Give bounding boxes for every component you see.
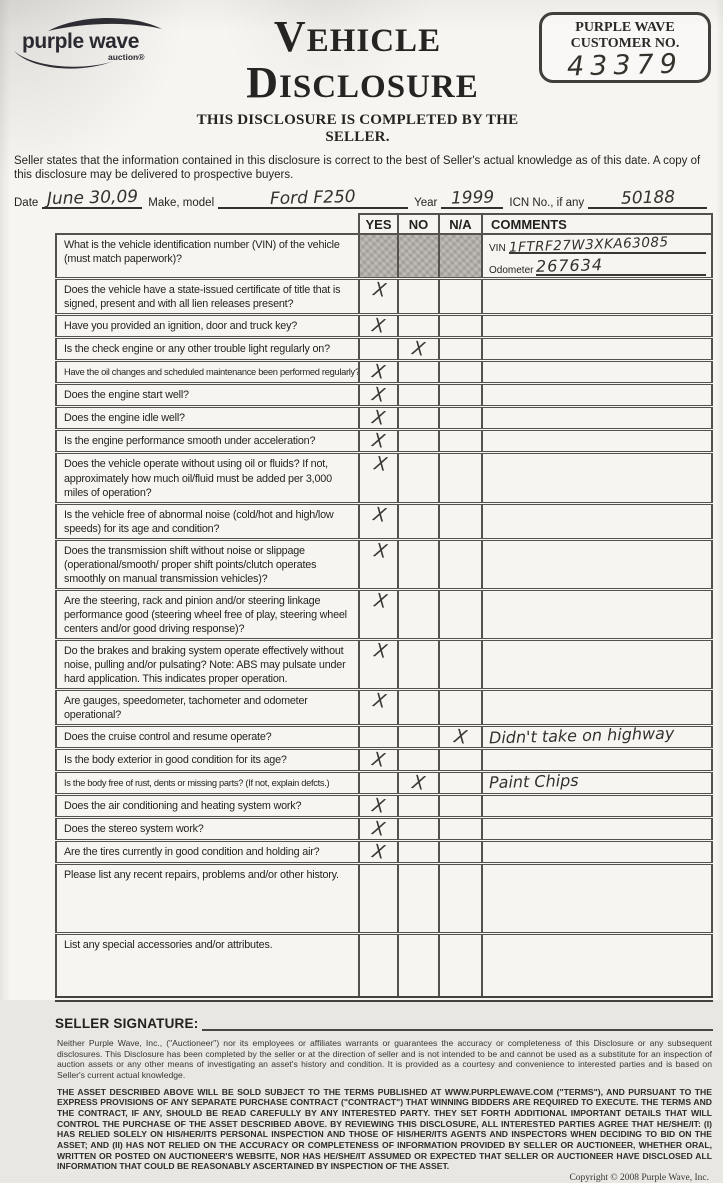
- year-field: [441, 189, 503, 209]
- no-cell: [397, 773, 438, 793]
- handwritten-x-mark: X: [370, 360, 387, 385]
- question-text: Does the stereo system work?: [55, 819, 358, 839]
- na-cell: [438, 750, 481, 770]
- table-row: [55, 770, 713, 793]
- handwritten-x-mark: X: [370, 314, 387, 339]
- na-cell: [438, 691, 481, 724]
- comments-column-header: COMMENTS: [481, 213, 713, 233]
- icn-handwritten: 50188: [620, 187, 675, 210]
- vin-comment-cell: [481, 235, 713, 277]
- na-cell: [438, 773, 481, 793]
- na-cell: [438, 541, 481, 588]
- vin-na-cell-shaded: [438, 235, 481, 277]
- table-row: [55, 862, 713, 932]
- no-cell: [397, 819, 438, 839]
- icn-label: ICN No., if any: [509, 197, 585, 210]
- customer-number-box: [539, 12, 711, 83]
- comment-cell: [481, 505, 713, 538]
- yes-column-header: YES: [358, 213, 397, 233]
- no-cell: [397, 750, 438, 770]
- logo-auction-text: auction®: [108, 52, 145, 62]
- question-text: Is the vehicle free of abnormal noise (cold/hot and high/low speeds) for its age and condition?: [55, 505, 358, 538]
- yes-cell: [358, 314, 397, 339]
- signature-blank-line: [202, 1029, 713, 1031]
- comment-cell: [481, 723, 713, 748]
- table-row: [55, 405, 713, 431]
- question-text: Do the brakes and braking system operate effectively without noise, pulling and/or pulsating? Note: ABS may pulsate under hard application. This indicates proper operation.: [55, 641, 358, 688]
- table-row: [55, 747, 713, 770]
- yes-cell: [358, 641, 397, 688]
- na-cell: [438, 727, 481, 747]
- handwritten-x-mark: X: [410, 337, 427, 362]
- table-row: [55, 538, 713, 588]
- comment-cell: [481, 454, 713, 501]
- yes-cell: [358, 429, 397, 454]
- no-cell: [397, 362, 438, 382]
- odometer-handwritten: 267634: [536, 255, 604, 277]
- make-model-field: [218, 189, 408, 209]
- question-text: Is the body free of rust, dents or missing parts? (If not, explain defcts.): [55, 773, 358, 793]
- table-row: [55, 336, 713, 362]
- handwritten-x-mark: X: [370, 748, 387, 772]
- handwritten-x-mark: X: [452, 725, 469, 749]
- odometer-underline: [536, 255, 706, 277]
- table-row: [55, 688, 713, 724]
- vin-yes-cell-shaded: [358, 235, 397, 277]
- customer-number-handwritten: 43379: [566, 48, 684, 83]
- table-row: [55, 724, 713, 747]
- table-row: [55, 932, 713, 1002]
- form-subtitle: THIS DISCLOSURE IS COMPLETED BY THE SELLER.: [196, 112, 519, 146]
- disclaimer-paragraph: Neither Purple Wave, Inc., ("Auctioneer") nor its employees or affiliates warrants or guarantees the accuracy or completeness of this Disclosure or any subsequent disclosures. This Disclosure has been completed by the seller or at the direction of seller and is not intended to be and cannot be used as a substitute for an inspection of auction assets or any other means of investigating an asset's history and condition. It is provided as a courtesy and convenience to interested parties and is based on Seller's current actual knowledge.: [57, 1037, 712, 1080]
- odometer-line: [489, 255, 706, 277]
- table-row: [55, 451, 713, 501]
- no-cell: [397, 691, 438, 724]
- yes-cell: [358, 383, 397, 408]
- question-text: Does the vehicle have a state-issued certificate of title that is signed, present and with all lien releases present?: [55, 280, 358, 313]
- yes-cell: [358, 339, 397, 359]
- comment-cell: [481, 316, 713, 336]
- yes-cell: [358, 591, 397, 638]
- vin-underline: [508, 234, 706, 256]
- header-spacer: [55, 213, 358, 233]
- comment-cell: [481, 819, 713, 839]
- customer-box-label-line2: CUSTOMER NO.: [570, 35, 680, 51]
- question-text: Does the transmission shift without noise or slippage (operational/smooth/ proper shift points/clutch operates smoothly on manual transmission vehicles)?: [55, 541, 358, 588]
- table-row: [55, 638, 713, 688]
- make-model-handwritten: Ford F250: [270, 187, 357, 210]
- handwritten-x-mark: X: [370, 817, 387, 841]
- no-cell: [397, 865, 438, 932]
- handwritten-comment: Didn't take on highway: [488, 723, 675, 748]
- no-cell: [397, 431, 438, 451]
- question-text: List any special accessories and/or attributes.: [55, 935, 358, 996]
- question-rows: [55, 277, 713, 1002]
- comment-cell: [481, 641, 713, 688]
- na-column-header: N/A: [438, 213, 481, 233]
- form-header: [0, 0, 723, 146]
- na-cell: [438, 454, 481, 501]
- table-row: [55, 816, 713, 839]
- yes-cell: [358, 773, 397, 793]
- vehicle-info-line: [14, 189, 713, 209]
- handwritten-x-mark: X: [371, 689, 388, 713]
- na-cell: [438, 591, 481, 638]
- no-cell: [397, 641, 438, 688]
- table-header-row: [55, 213, 713, 233]
- no-cell: [397, 385, 438, 405]
- no-column-header: NO: [397, 213, 438, 233]
- na-cell: [438, 641, 481, 688]
- year-label: Year: [414, 197, 438, 210]
- odometer-label: Odometer: [489, 265, 534, 277]
- title-block: [176, 12, 539, 146]
- yes-cell: [358, 280, 397, 313]
- yes-cell: [358, 819, 397, 839]
- terms-paragraph: THE ASSET DESCRIBED ABOVE WILL BE SOLD SUBJECT TO THE TERMS PUBLISHED AT WWW.PURPLEWAVE.COM ("TERMS"), AND PURSUANT TO THE EXPRESS PROVISIONS OF ANY SEPARATE PURCHASE CONTRACT ("CONTRACT") THAT WINNING BIDDERS ARE REQUIRED TO EXECUTE. THE TERMS AND THE CONTRACT, IF ANY, SHOULD BE READ CAREFULLY BY ANY INTERESTED PARTY. THEY SET FORTH ADDITIONAL IMPORTANT DETAILS THAT WILL CONTROL THE PURCHASE OF THE ASSET DESCRIBED ABOVE. BY REVIEWING THIS DISCLOSURE, ALL INTERESTED PARTIES AGREE THAT HE/SHE/IT: (I) HAS RELIED SOLELY ON HIS/HER/ITS PERSONAL INSPECTION AND THOSE OF HIS/HER/ITS AGENTS AND INSPECTORS WHEN DECIDING TO BID ON THE ASSET; AND (II) HAS NOT RELIED ON THE ACCURACY OR COMPLETENESS OF INFORMATION PROVIDED BY SELLER OR AUCTIONEER, WHETHER ORAL, WRITTEN OR POSTED ON AUCTIONEER'S WEBSITE, NOR HAS HE/SHE/IT ASSUMED OR EXPECTED THAT SELLER OR AUCTIONEER HAVE DISCLOSED ALL INFORMATION THAT COULD BE REASONABLY ASCERTAINED BY INSPECTION OF THE ASSET.: [57, 1086, 712, 1172]
- comment-cell: [481, 339, 713, 359]
- handwritten-x-mark: X: [372, 589, 389, 613]
- icn-field: [588, 189, 707, 209]
- no-cell: [397, 541, 438, 588]
- disclosure-table: [55, 213, 713, 1002]
- table-row: [55, 382, 713, 408]
- question-text: Does the air conditioning and heating system work?: [55, 796, 358, 816]
- na-cell: [438, 316, 481, 336]
- comment-cell: [481, 280, 713, 313]
- no-cell: [397, 454, 438, 501]
- yes-cell: [358, 406, 397, 431]
- na-cell: [438, 385, 481, 405]
- vin-handwritten: 1FTRF27W3XKA63085: [508, 234, 669, 256]
- handwritten-x-mark: X: [372, 639, 389, 663]
- handwritten-x-mark: X: [372, 538, 389, 563]
- question-text: Does the engine idle well?: [55, 408, 358, 428]
- no-cell: [397, 591, 438, 638]
- vin-row: [55, 233, 713, 277]
- na-cell: [438, 935, 481, 996]
- handwritten-x-mark: X: [370, 794, 387, 818]
- no-cell: [397, 316, 438, 336]
- seller-signature-row: [55, 1016, 713, 1031]
- yes-cell: [358, 538, 397, 588]
- handwritten-comment: Paint Chips: [488, 770, 579, 793]
- na-cell: [438, 408, 481, 428]
- customer-box-label-line1: PURPLE WAVE: [575, 20, 675, 35]
- table-row: [55, 839, 713, 862]
- handwritten-x-mark: X: [370, 406, 387, 431]
- yes-cell: [358, 502, 397, 538]
- copyright-notice: Copyright © 2008 Purple Wave, Inc.: [569, 1172, 709, 1183]
- handwritten-x-mark: X: [371, 278, 388, 303]
- yes-cell: [358, 935, 397, 996]
- comment-cell: [481, 385, 713, 405]
- na-cell: [438, 819, 481, 839]
- vin-no-cell-shaded: [397, 235, 438, 277]
- yes-cell: [358, 454, 397, 501]
- comment-cell: [481, 750, 713, 770]
- yes-cell: [358, 360, 397, 385]
- na-cell: [438, 339, 481, 359]
- no-cell: [397, 280, 438, 313]
- no-cell: [397, 842, 438, 862]
- intro-statement: Seller states that the information contained in this disclosure is correct to the best of Seller's actual knowledge as of this date. A copy of this disclosure may be delivered to prospective buyers.: [14, 155, 701, 182]
- handwritten-x-mark: X: [410, 771, 427, 795]
- comment-cell: [481, 591, 713, 638]
- logo-wordmark: purple wave: [22, 30, 139, 53]
- na-cell: [438, 362, 481, 382]
- table-row: [55, 277, 713, 313]
- date-field: [42, 189, 142, 209]
- no-cell: [397, 505, 438, 538]
- question-text: Does the vehicle operate without using oil or fluids? If not, approximately how much oil/fluid must be added per 3,000 miles of operation?: [55, 454, 358, 501]
- no-cell: [397, 935, 438, 996]
- table-row: [55, 359, 713, 385]
- handwritten-x-mark: X: [371, 502, 388, 527]
- seller-signature-label: SELLER SIGNATURE:: [55, 1015, 199, 1031]
- comment-cell: [481, 865, 713, 932]
- table-row: [55, 502, 713, 538]
- comment-cell: [481, 541, 713, 588]
- question-text: Is the body exterior in good condition for its age?: [55, 750, 358, 770]
- comment-cell: [481, 770, 713, 793]
- question-text: Does the cruise control and resume operate?: [55, 727, 358, 747]
- handwritten-x-mark: X: [370, 383, 387, 408]
- yes-cell: [358, 842, 397, 862]
- comment-cell: [481, 362, 713, 382]
- comment-cell: [481, 842, 713, 862]
- year-handwritten: 1999: [450, 187, 495, 209]
- comment-cell: [481, 796, 713, 816]
- yes-cell: [358, 727, 397, 747]
- na-cell: [438, 431, 481, 451]
- vin-line: [489, 234, 706, 256]
- page-title: VEHICLE DISCLOSURE: [246, 12, 479, 108]
- date-handwritten: June 30,09: [46, 187, 139, 210]
- comment-cell: [481, 691, 713, 724]
- vin-question-text: What is the vehicle identification number (VIN) of the vehicle (must match paperwork)?: [55, 235, 358, 277]
- question-text: Are the steering, rack and pinion and/or steering linkage performance good (steering wheel free of play, steering wheel centers and/or good driving response)?: [55, 591, 358, 638]
- yes-cell: [358, 750, 397, 770]
- na-cell: [438, 796, 481, 816]
- no-cell: [397, 337, 438, 362]
- handwritten-x-mark: X: [372, 452, 389, 477]
- no-cell: [397, 727, 438, 747]
- comment-cell: [481, 408, 713, 428]
- yes-cell: [358, 691, 397, 724]
- yes-cell: [358, 796, 397, 816]
- make-model-label: Make, model: [148, 197, 215, 210]
- question-text: Is the engine performance smooth under acceleration?: [55, 431, 358, 451]
- yes-cell: [358, 865, 397, 932]
- na-cell: [438, 505, 481, 538]
- table-row: [55, 428, 713, 454]
- vin-label: VIN: [489, 243, 506, 255]
- question-text: Please list any recent repairs, problems and/or other history.: [55, 865, 358, 932]
- na-cell: [438, 280, 481, 313]
- na-cell: [438, 865, 481, 932]
- table-row: [55, 313, 713, 339]
- date-label: Date: [14, 197, 39, 210]
- comment-cell: [481, 935, 713, 996]
- question-text: Have the oil changes and scheduled maintenance been performed regularly?: [55, 362, 358, 382]
- question-text: Is the check engine or any other trouble light regularly on?: [55, 339, 358, 359]
- no-cell: [397, 408, 438, 428]
- handwritten-x-mark: X: [370, 429, 387, 454]
- comment-cell: [481, 431, 713, 451]
- question-text: Have you provided an ignition, door and truck key?: [55, 316, 358, 336]
- table-row: [55, 588, 713, 638]
- handwritten-x-mark: X: [370, 840, 387, 864]
- na-cell: [438, 842, 481, 862]
- question-text: Does the engine start well?: [55, 385, 358, 405]
- question-text: Are gauges, speedometer, tachometer and odometer operational?: [55, 691, 358, 724]
- table-row: [55, 793, 713, 816]
- purple-wave-logo: [8, 12, 176, 74]
- no-cell: [397, 796, 438, 816]
- question-text: Are the tires currently in good condition and holding air?: [55, 842, 358, 862]
